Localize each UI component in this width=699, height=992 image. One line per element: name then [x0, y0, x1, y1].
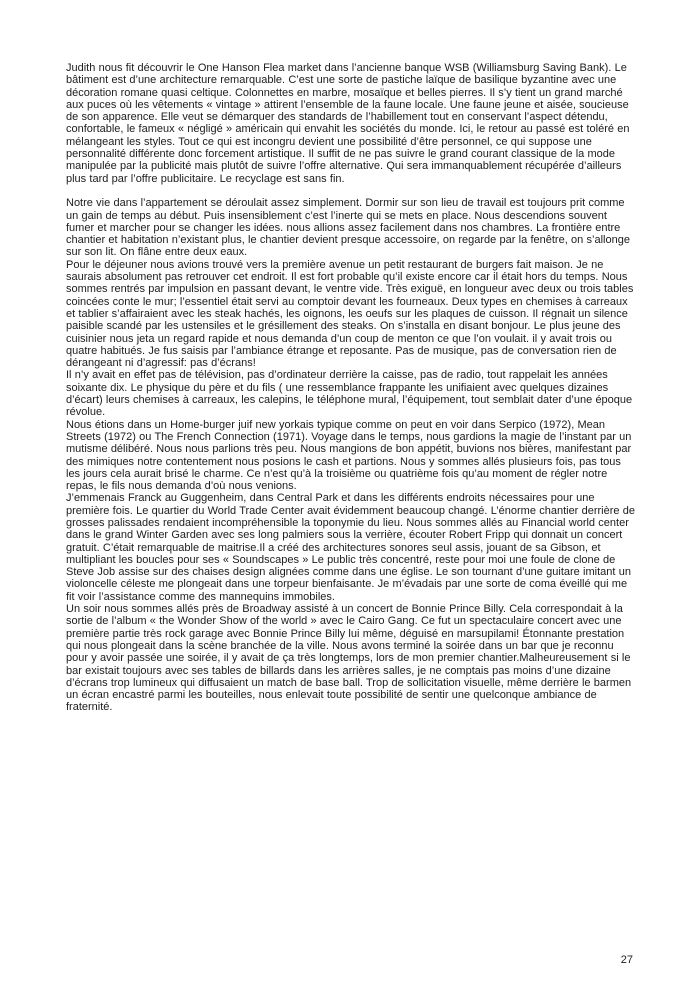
paragraph-burger-restaurant: Pour le déjeuner nous avions trouvé vers la première avenue un petit restaurant de burgers fait maison. Je ne saurais absolument pas retrouver cet endroit. Il est fort probable qu’il existe encore car il était hors du temps. Nous sommes rentrés par impulsion en passant devant, le ventre vide. Très exiguë, en longueur avec deux ou trois tables coincées conte le mur; l’essentiel était servi au comptoir devant les fourneaux. Deux types en chemises à carreaux et tablier s’affairaient avec les steak hachés, les oignons, les oeufs sur les plaques de cuisson. Il régnait un silence paisible scandé par les ustensiles et le grésillement des steaks. On s’installa en disant bonjour. Le plus jeune des cuisinier nous jeta un regard rapide et nous demanda d’un coup de menton ce que l’on voulait. il y avait trois ou quatre habitués. Je fus saisis par l’ambiance étrange et reposante. Pas de musique, pas de conversation rien de dérangeant ni d’agressif: pas d’écrans!	[66, 258, 634, 370]
paragraph-apartment-life: Notre vie dans l’appartement se déroulait assez simplement. Dormir sur son lieu de travail est toujours prit comme un gain de temps au début. Puis insensiblement c’est l’inerte qui se mets en place. Nous descendions souvent fumer et marcher pour se changer les idées. nous allions assez facilement dans nos chambres. La frontière entre chantier et habitation n’existant plus, le chantier devient presque accessoire, on regarde par la fenêtre, on s’allonge sur son lit. On flâne entre deux eaux.	[66, 197, 630, 259]
paragraph-guggenheim-fripp: J’emmenais Franck au Guggenheim, dans Central Park et dans les différents endroits nécessaires pour une première fois. Le quartier du World Trade Center avait évidemment beaucoup changé. L’énorme chantier derrière de grosses palissades rendaient incompréhensible la toponymie du lieu. Nous sommes allés au Financial world center dans le grand Winter Garden avec ses long palmiers sous la verrière, écouter Robert Fripp qui donnait un concert gratuit. C’était remarquable de maitrise.Il a créé des architectures sonores seul assis, jouant de sa Gibson, et multipliant les boucles pour ses « Soundscapes » Le public très concentré, reste pour moi une foule de clone de Steve Job assise sur des chaises design alignées comme dans une église. Le son tournant d’une guitare imitant un violoncelle céleste me plongeait dans une torpeur bienfaisante. Je m’évadais par une sorte de coma éveillé qui me fit voir l’assistance comme des mannequins immobiles.	[66, 492, 636, 603]
paragraph-home-burger: Nous étions dans un Home-burger juif new yorkais typique comme on peut en voir dans Serpico (1972), Mean Streets (1972) ou The French Connection (1971). Voyage dans le temps, nous gardions la magie de l’instant par un mutisme délibéré. Nous nous parlions très peu. Nous mangions de bon appétit, buvions nos bières, manifestant par des mimiques notre contentement nous posions le cash et partions. Nous y sommes allés plusieurs fois, pas tous les jours cela aurait brisé le charme. Ce n’est qu’à la troisième ou quatrième fois qu’au moment de régler notre repas, le fils nous demanda d’où nous venions.	[66, 418, 632, 493]
paragraph-no-screens: Il n’y avait en effet pas de télévision, pas d’ordinateur derrière la caisse, pas de radio, tout rappelait les années soixante dix. Le physique du père et du fils ( une ressemblance frappante les unifiaient avec quelques dizaines d’écart) leurs chemises à carreaux, les calepins, le téléphone mural, l’équipement, tout semblait dater d’une époque révolue.	[66, 369, 633, 419]
paragraph-bonnie-prince-billy: Un soir nous sommes allés près de Broadway assisté à un concert de Bonnie Prince Billy. Cela correspondait à la sortie de l’album « the Wonder Show of the world » avec le Cairo Gang. Ce fut un spectaculaire concert avec une première partie très rock garage avec Bonnie Prince Billy lui même, déguisé en marsupilami! Étonnante prestation qui nous plongeait dans la scène branchée de la ville. Nous avons terminé la soirée dans un bar que je reconnu pour y avoir passée une soirée, il y avait de ça très longtemps, lors de mon premier chantier.Malheureusement si le bar existait toujours avec ses tables de billards dans les arrières salles, je ne comptais pas moins d’une dizaine d’écrans trop lumineux qui diffusaient un match de base ball. Trop de sollicitation visuelle, même derrière le barmen un écran encastré parmi les bouteilles, nous enlevait toute possibilité de sentir une quelconque ambiance de fraternité.	[66, 603, 632, 714]
page-number: 27	[620, 954, 633, 966]
paragraph-flea-market: Judith nous fit découvrir le One Hanson Flea market dans l’ancienne banque WSB (Williamsburg Saving Bank). Le bâtiment est d’une architecture remarquable. C’est une sorte de pastiche laïque de basilique byzantine avec une décoration romane quasi celtique. Colonnettes en marbre, mosaïque et belles pierres. Il s’y tient un grand marché aux puces où les vêtements « vintage » attirent l’ensemble de la faune locale. Une faune jeune et aisée, soucieuse de son apparence. Elle veut se démarquer des standards de l’habillement tout en conservant l’aspect détendu, confortable, le fameux « négligé » américain qui envahit les sociétés du monde. Ici, le retour au passé est toléré en mélangeant les styles. Tout ce qui est incongru devient une possibilité d’être personnel, ce qui suppose une personnalité différente donc forcement artistique. Il suffit de ne pas suivre le grand courant classique de la mode manipulée par la publicité mais plutôt de suivre l’offre alternative. Qui sera immanquablement récupérée d’ailleurs plus tard par l’offre publicitaire. Le recyclage est sans fin.	[66, 62, 630, 185]
text-block	[66, 62, 635, 714]
